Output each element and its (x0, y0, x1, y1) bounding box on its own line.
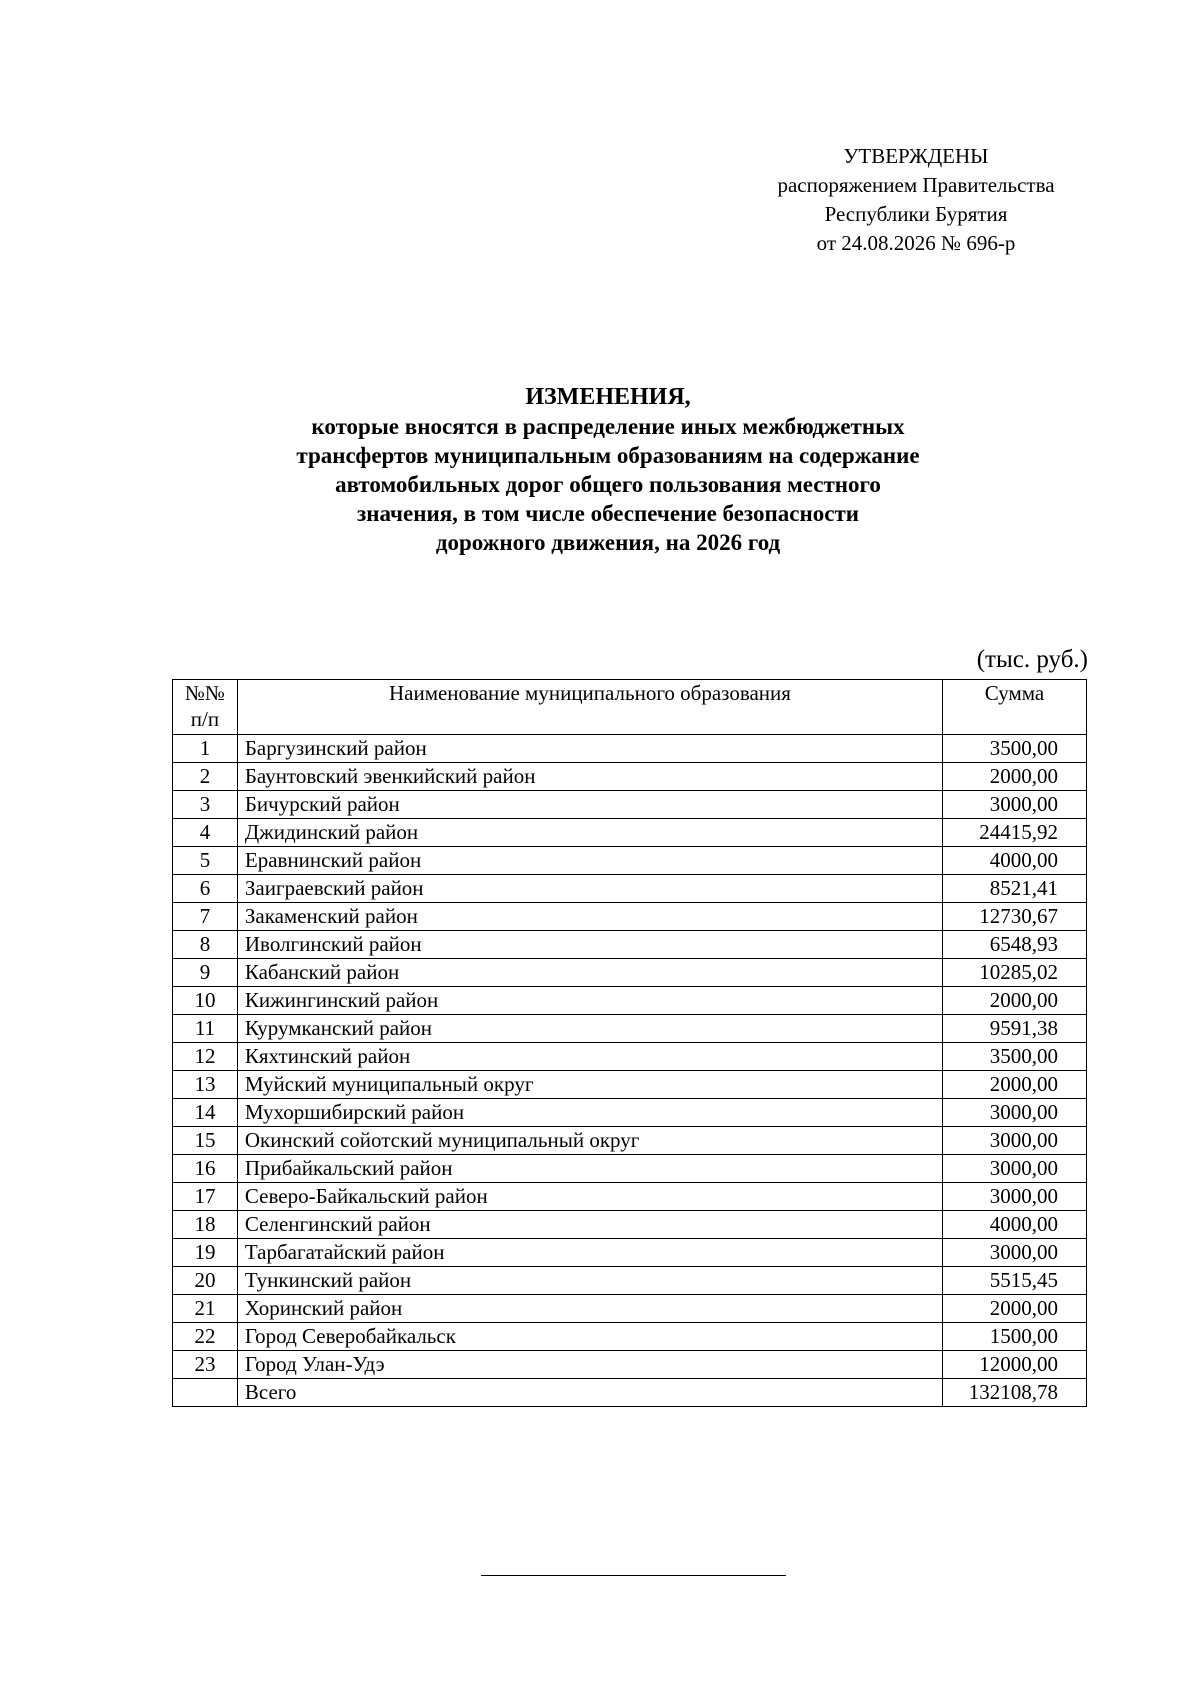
table-row (173, 1211, 1087, 1239)
row-number: 23 (173, 1351, 238, 1379)
title-line: трансфертов муниципальным образованиям на содержание (296, 443, 920, 468)
row-number: 18 (173, 1211, 238, 1239)
approval-order-line: распоряжением Правительства (777, 173, 1055, 197)
total-label: Всего (237, 1379, 942, 1407)
row-name: Курумканский район (237, 1015, 942, 1043)
row-sum: 12000,00 (943, 1351, 1087, 1379)
row-number: 8 (173, 931, 238, 959)
table-row (173, 1127, 1087, 1155)
row-name: Кижингинский район (237, 987, 942, 1015)
row-name: Кабанский район (237, 959, 942, 987)
table-body (173, 735, 1087, 1407)
table-row (173, 763, 1087, 791)
row-name: Еравнинский район (237, 847, 942, 875)
table-row (173, 1071, 1087, 1099)
row-number: 9 (173, 959, 238, 987)
row-number: 15 (173, 1127, 238, 1155)
row-sum: 2000,00 (943, 1071, 1087, 1099)
row-sum: 1500,00 (943, 1323, 1087, 1351)
footer-divider (481, 1575, 786, 1576)
row-name: Северо-Байкальский район (237, 1183, 942, 1211)
header-number-line1: №№ (184, 681, 225, 705)
table-row (173, 1155, 1087, 1183)
row-name: Тарбагатайский район (237, 1239, 942, 1267)
title-line: которые вносятся в распределение иных межбюджетных (311, 414, 905, 439)
row-sum: 4000,00 (943, 847, 1087, 875)
row-sum: 3000,00 (943, 1099, 1087, 1127)
row-number: 20 (173, 1267, 238, 1295)
row-sum: 3000,00 (943, 1239, 1087, 1267)
row-name: Прибайкальский район (237, 1155, 942, 1183)
row-sum: 3000,00 (943, 1183, 1087, 1211)
table-row (173, 1183, 1087, 1211)
total-sum: 132108,78 (943, 1379, 1087, 1407)
row-sum: 9591,38 (943, 1015, 1087, 1043)
row-sum: 3000,00 (943, 1127, 1087, 1155)
table-row (173, 735, 1087, 763)
row-name: Баргузинский район (237, 735, 942, 763)
title-line: автомобильных дорог общего пользования местного (335, 472, 881, 497)
row-number: 22 (173, 1323, 238, 1351)
row-number: 7 (173, 903, 238, 931)
row-sum: 24415,92 (943, 819, 1087, 847)
table-row (173, 1323, 1087, 1351)
header-number-line2: п/п (190, 707, 220, 731)
title-heading: ИЗМЕНЕНИЯ, (525, 384, 691, 410)
row-sum: 2000,00 (943, 1295, 1087, 1323)
row-name: Заиграевский район (237, 875, 942, 903)
table-row (173, 1295, 1087, 1323)
document-title (180, 383, 1036, 557)
row-name: Окинский сойотский муниципальный округ (237, 1127, 942, 1155)
row-number: 12 (173, 1043, 238, 1071)
row-sum: 6548,93 (943, 931, 1087, 959)
approval-date-number: от 24.08.2026 № 696-р (816, 231, 1016, 255)
row-name: Город Северобайкальск (237, 1323, 942, 1351)
row-number: 4 (173, 819, 238, 847)
row-name: Бичурский район (237, 791, 942, 819)
row-number: 13 (173, 1071, 238, 1099)
row-sum: 3000,00 (943, 791, 1087, 819)
total-row (173, 1379, 1087, 1407)
row-sum: 2000,00 (943, 987, 1087, 1015)
table-row (173, 1099, 1087, 1127)
row-name: Иволгинский район (237, 931, 942, 959)
row-number: 16 (173, 1155, 238, 1183)
table-row (173, 1043, 1087, 1071)
row-number: 6 (173, 875, 238, 903)
table-row (173, 1351, 1087, 1379)
total-number (173, 1379, 238, 1407)
header-sum: Сумма (943, 680, 1087, 735)
table-row (173, 987, 1087, 1015)
row-sum: 10285,02 (943, 959, 1087, 987)
row-number: 3 (173, 791, 238, 819)
table-row (173, 931, 1087, 959)
row-name: Город Улан-Удэ (237, 1351, 942, 1379)
row-sum: 3000,00 (943, 1155, 1087, 1183)
row-number: 14 (173, 1099, 238, 1127)
table-header-row (173, 680, 1087, 735)
title-line: значения, в том числе обеспечение безопасности (356, 501, 860, 526)
table-row (173, 791, 1087, 819)
row-name: Тункинский район (237, 1267, 942, 1295)
row-name: Муйский муниципальный округ (237, 1071, 942, 1099)
row-name: Кяхтинский район (237, 1043, 942, 1071)
row-name: Джидинский район (237, 819, 942, 847)
table-row (173, 847, 1087, 875)
table-row (173, 903, 1087, 931)
table-row (173, 819, 1087, 847)
row-number: 11 (173, 1015, 238, 1043)
distribution-table (172, 679, 1087, 1407)
table-row (173, 1015, 1087, 1043)
row-name: Закаменский район (237, 903, 942, 931)
row-number: 5 (173, 847, 238, 875)
header-name: Наименование муниципального образования (237, 680, 942, 735)
row-number: 1 (173, 735, 238, 763)
row-number: 2 (173, 763, 238, 791)
title-line: дорожного движения, на 2026 год (435, 530, 781, 555)
approval-heading: УТВЕРЖДЕНЫ (843, 144, 989, 168)
row-number: 17 (173, 1183, 238, 1211)
row-sum: 2000,00 (943, 763, 1087, 791)
row-sum: 8521,41 (943, 875, 1087, 903)
approval-republic-line: Республики Бурятия (824, 202, 1008, 226)
row-name: Мухоршибирский район (237, 1099, 942, 1127)
row-number: 19 (173, 1239, 238, 1267)
table-row (173, 1239, 1087, 1267)
row-number: 21 (173, 1295, 238, 1323)
table-row (173, 959, 1087, 987)
row-name: Хоринский район (237, 1295, 942, 1323)
row-name: Селенгинский район (237, 1211, 942, 1239)
approval-stamp (745, 142, 1087, 258)
row-number: 10 (173, 987, 238, 1015)
table-row (173, 1267, 1087, 1295)
row-sum: 3500,00 (943, 735, 1087, 763)
row-sum: 4000,00 (943, 1211, 1087, 1239)
units-label: (тыс. руб.) (976, 646, 1088, 673)
row-name: Баунтовский эвенкийский район (237, 763, 942, 791)
row-sum: 12730,67 (943, 903, 1087, 931)
header-number (173, 680, 238, 735)
table-row (173, 875, 1087, 903)
row-sum: 5515,45 (943, 1267, 1087, 1295)
row-sum: 3500,00 (943, 1043, 1087, 1071)
